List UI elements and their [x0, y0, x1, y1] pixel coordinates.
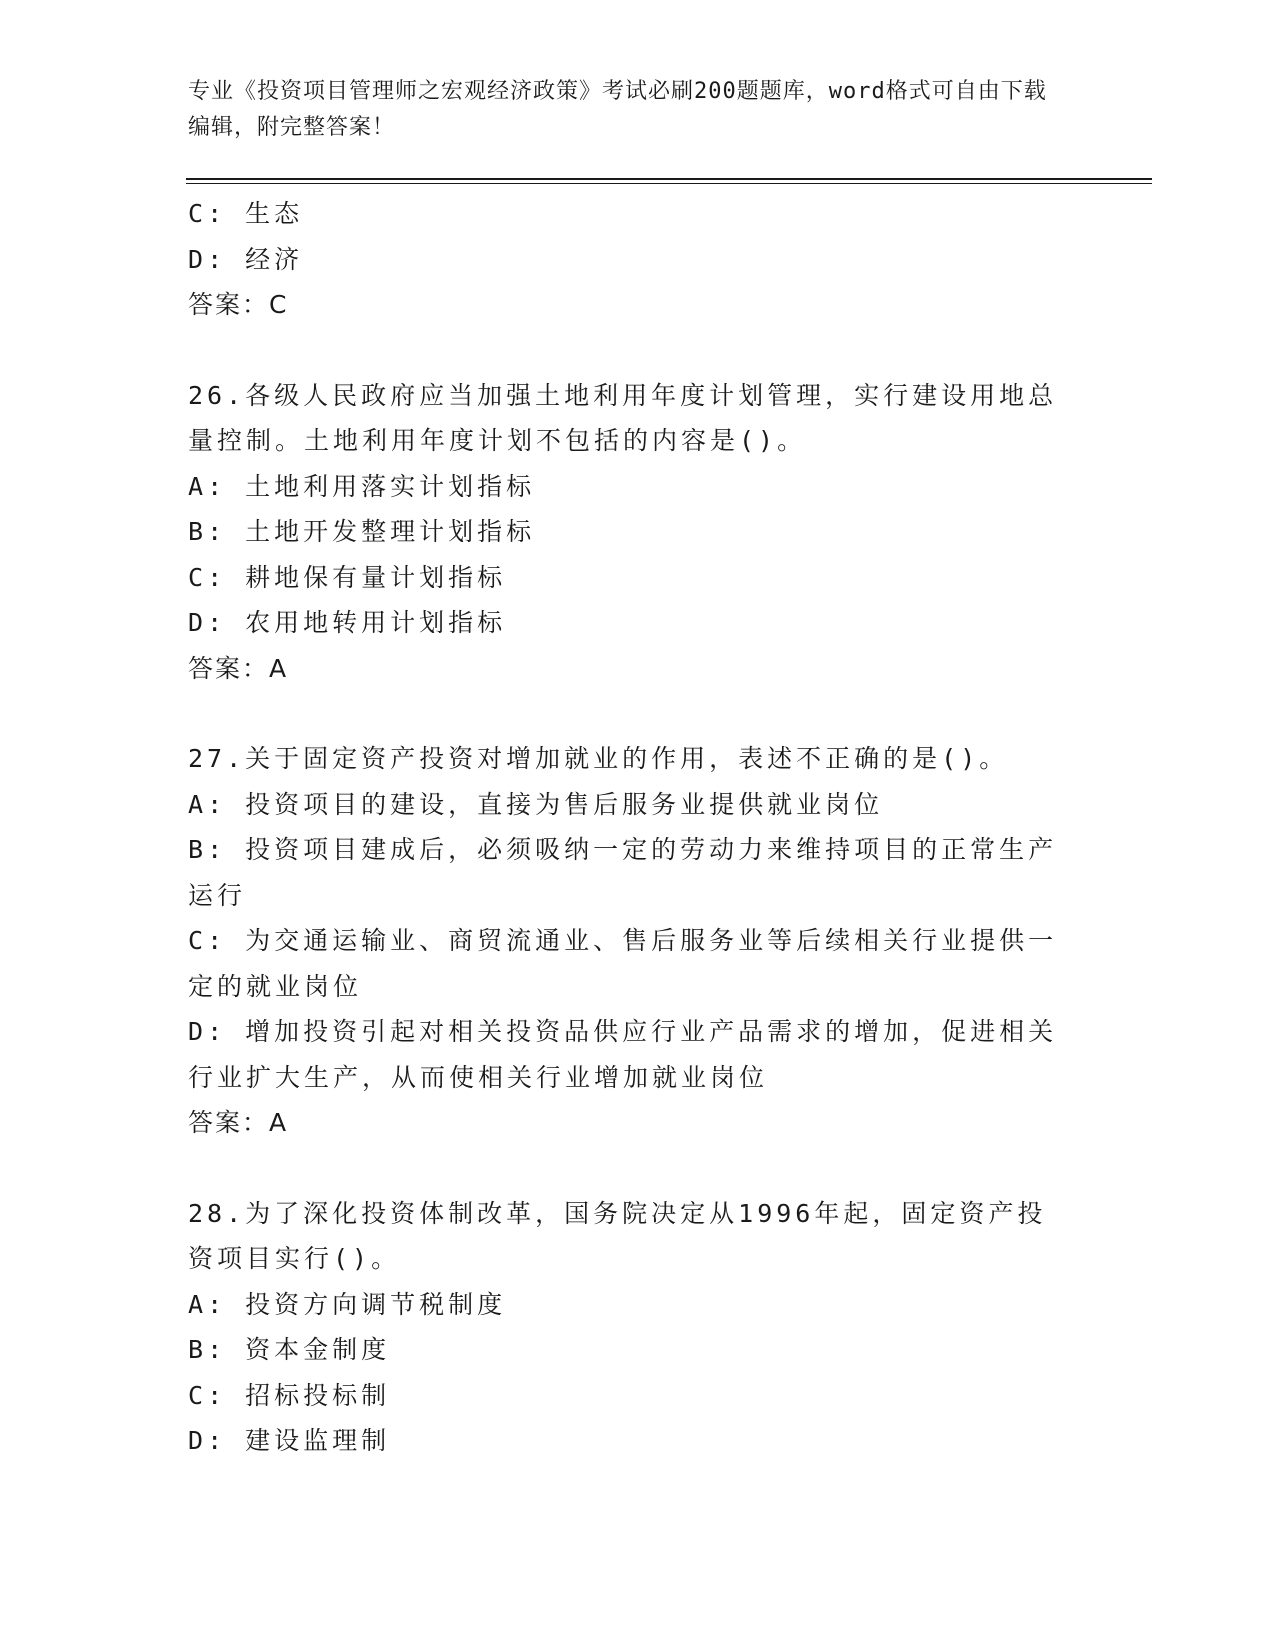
header-rule-thin: [186, 183, 1152, 184]
question-stem: 26.各级人民政府应当加强土地利用年度计划管理，实行建设用地总量控制。土地利用年度计划不包括的内容是()。: [188, 380, 1058, 455]
option-b: B: 土地开发整理计划指标: [188, 517, 536, 546]
header-title: 专业《投资项目管理师之宏观经济政策》考试必刷200题题库，word格式可自由下载编辑，附完整答案！: [188, 79, 1047, 140]
question-28: [188, 1191, 1068, 1464]
question-stem: 28.为了深化投资体制改革，国务院决定从1996年起，固定资产投资项目实行()。: [188, 1198, 1047, 1273]
answer: 答案：A: [188, 653, 289, 683]
option-d: D: 经济: [188, 244, 304, 274]
answer: 答案：C: [188, 290, 289, 319]
answer: 答案：A: [188, 1108, 289, 1137]
question-25-fragment: [188, 191, 1068, 328]
document-header: [188, 74, 1068, 146]
option-a: A: 投资项目的建设，直接为售后服务业提供就业岗位: [188, 789, 884, 819]
option-a: A: 投资方向调节税制度: [188, 1289, 507, 1319]
option-d: D: 农用地转用计划指标: [188, 608, 507, 637]
option-c: C: 为交通运输业、商贸流通业、售后服务业等后续相关行业提供一定的就业岗位: [188, 926, 1058, 1001]
question-stem: 27.关于固定资产投资对增加就业的作用，表述不正确的是()。: [188, 744, 1009, 773]
option-c: C: 耕地保有量计划指标: [188, 562, 507, 592]
question-26: [188, 373, 1068, 692]
option-b: B: 资本金制度: [188, 1335, 391, 1364]
option-c: C: 生态: [188, 199, 304, 228]
question-27: [188, 736, 1068, 1146]
header-rule-thick: [186, 178, 1152, 180]
document-body: [188, 191, 1068, 1509]
option-a: A: 土地利用落实计划指标: [188, 471, 536, 501]
option-d: D: 建设监理制: [188, 1426, 391, 1455]
option-c: C: 招标投标制: [188, 1380, 391, 1410]
option-b: B: 投资项目建成后，必须吸纳一定的劳动力来维持项目的正常生产运行: [188, 835, 1058, 910]
option-d: D: 增加投资引起对相关投资品供应行业产品需求的增加，促进相关行业扩大生产，从而使相关行业增加就业岗位: [188, 1017, 1058, 1092]
